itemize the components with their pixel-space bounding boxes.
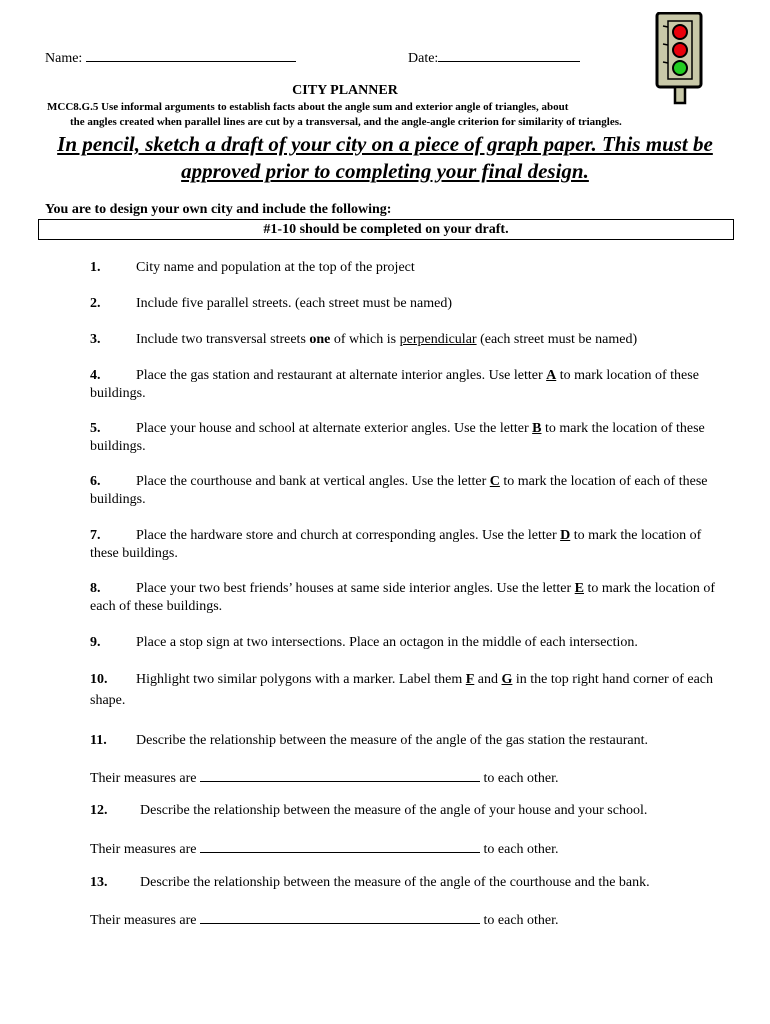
answer-line[interactable]: Their measures are to each other. <box>90 838 559 858</box>
list-item: 5. Place your house and school at alternate exterior angles. Use the letter B to mark the location of these buildings. <box>90 421 705 454</box>
standard-line-2: the angles created when parallel lines are cut by a transversal, and the angle-angle criterion for similarity of triangles. <box>70 116 622 128</box>
answer-line[interactable]: Their measures are to each other. <box>90 767 559 787</box>
list-item: 7. Place the hardware store and church at corresponding angles. Use the letter D to mark the location of these buildings. <box>90 528 702 561</box>
list-item: 8. Place your two best friends’ houses at same side interior angles. Use the letter E to mark the location of each of these buildings. <box>90 581 716 614</box>
name-blank[interactable] <box>86 47 296 62</box>
answer-blank[interactable] <box>200 909 480 924</box>
list-item: 9. Place a stop sign at two intersections. Place an octagon in the middle of each intersection. <box>90 635 638 650</box>
list-item: 11. Describe the relationship between the measure of the angle of the gas station the restaurant. <box>90 733 648 748</box>
page-title: CITY PLANNER <box>292 83 398 98</box>
date-label: Date: <box>408 51 439 66</box>
intro-text: You are to design your own city and include the following: <box>45 202 392 217</box>
list-item: 4. Place the gas station and restaurant at alternate interior angles. Use letter A to mark location of these buildings. <box>90 368 699 401</box>
date-field[interactable] <box>408 47 580 67</box>
date-blank[interactable] <box>438 47 580 62</box>
list-item: 13. Describe the relationship between the measure of the angle of the courthouse and the bank. <box>90 875 650 890</box>
answer-line[interactable]: Their measures are to each other. <box>90 909 559 929</box>
answer-blank[interactable] <box>200 767 480 782</box>
list-item: 12. Describe the relationship between the measure of the angle of your house and your school. <box>90 803 648 818</box>
list-item: 3. Include two transversal streets one of which is perpendicular (each street must be named) <box>90 332 638 347</box>
boxed-note: #1-10 should be completed on your draft. <box>38 219 734 240</box>
name-field[interactable] <box>45 47 296 67</box>
name-label: Name: <box>45 51 83 66</box>
list-item: 10. Highlight two similar polygons with a marker. Label them F and G in the top right hand corner of each shape. <box>90 672 713 708</box>
list-item: 1. City name and population at the top of the project <box>90 260 415 275</box>
answer-blank[interactable] <box>200 838 480 853</box>
standard-line-1: MCC8.G.5 Use informal arguments to establish facts about the angle sum and exterior angle of triangles, about <box>47 101 569 113</box>
list-item: 6. Place the courthouse and bank at vertical angles. Use the letter C to mark the location of each of these buildings. <box>90 474 708 507</box>
draft-instruction: In pencil, sketch a draft of your city on a piece of graph paper. This must be approved prior to completing your final design. <box>57 132 713 183</box>
list-item: 2. Include five parallel streets. (each street must be named) <box>90 296 453 311</box>
